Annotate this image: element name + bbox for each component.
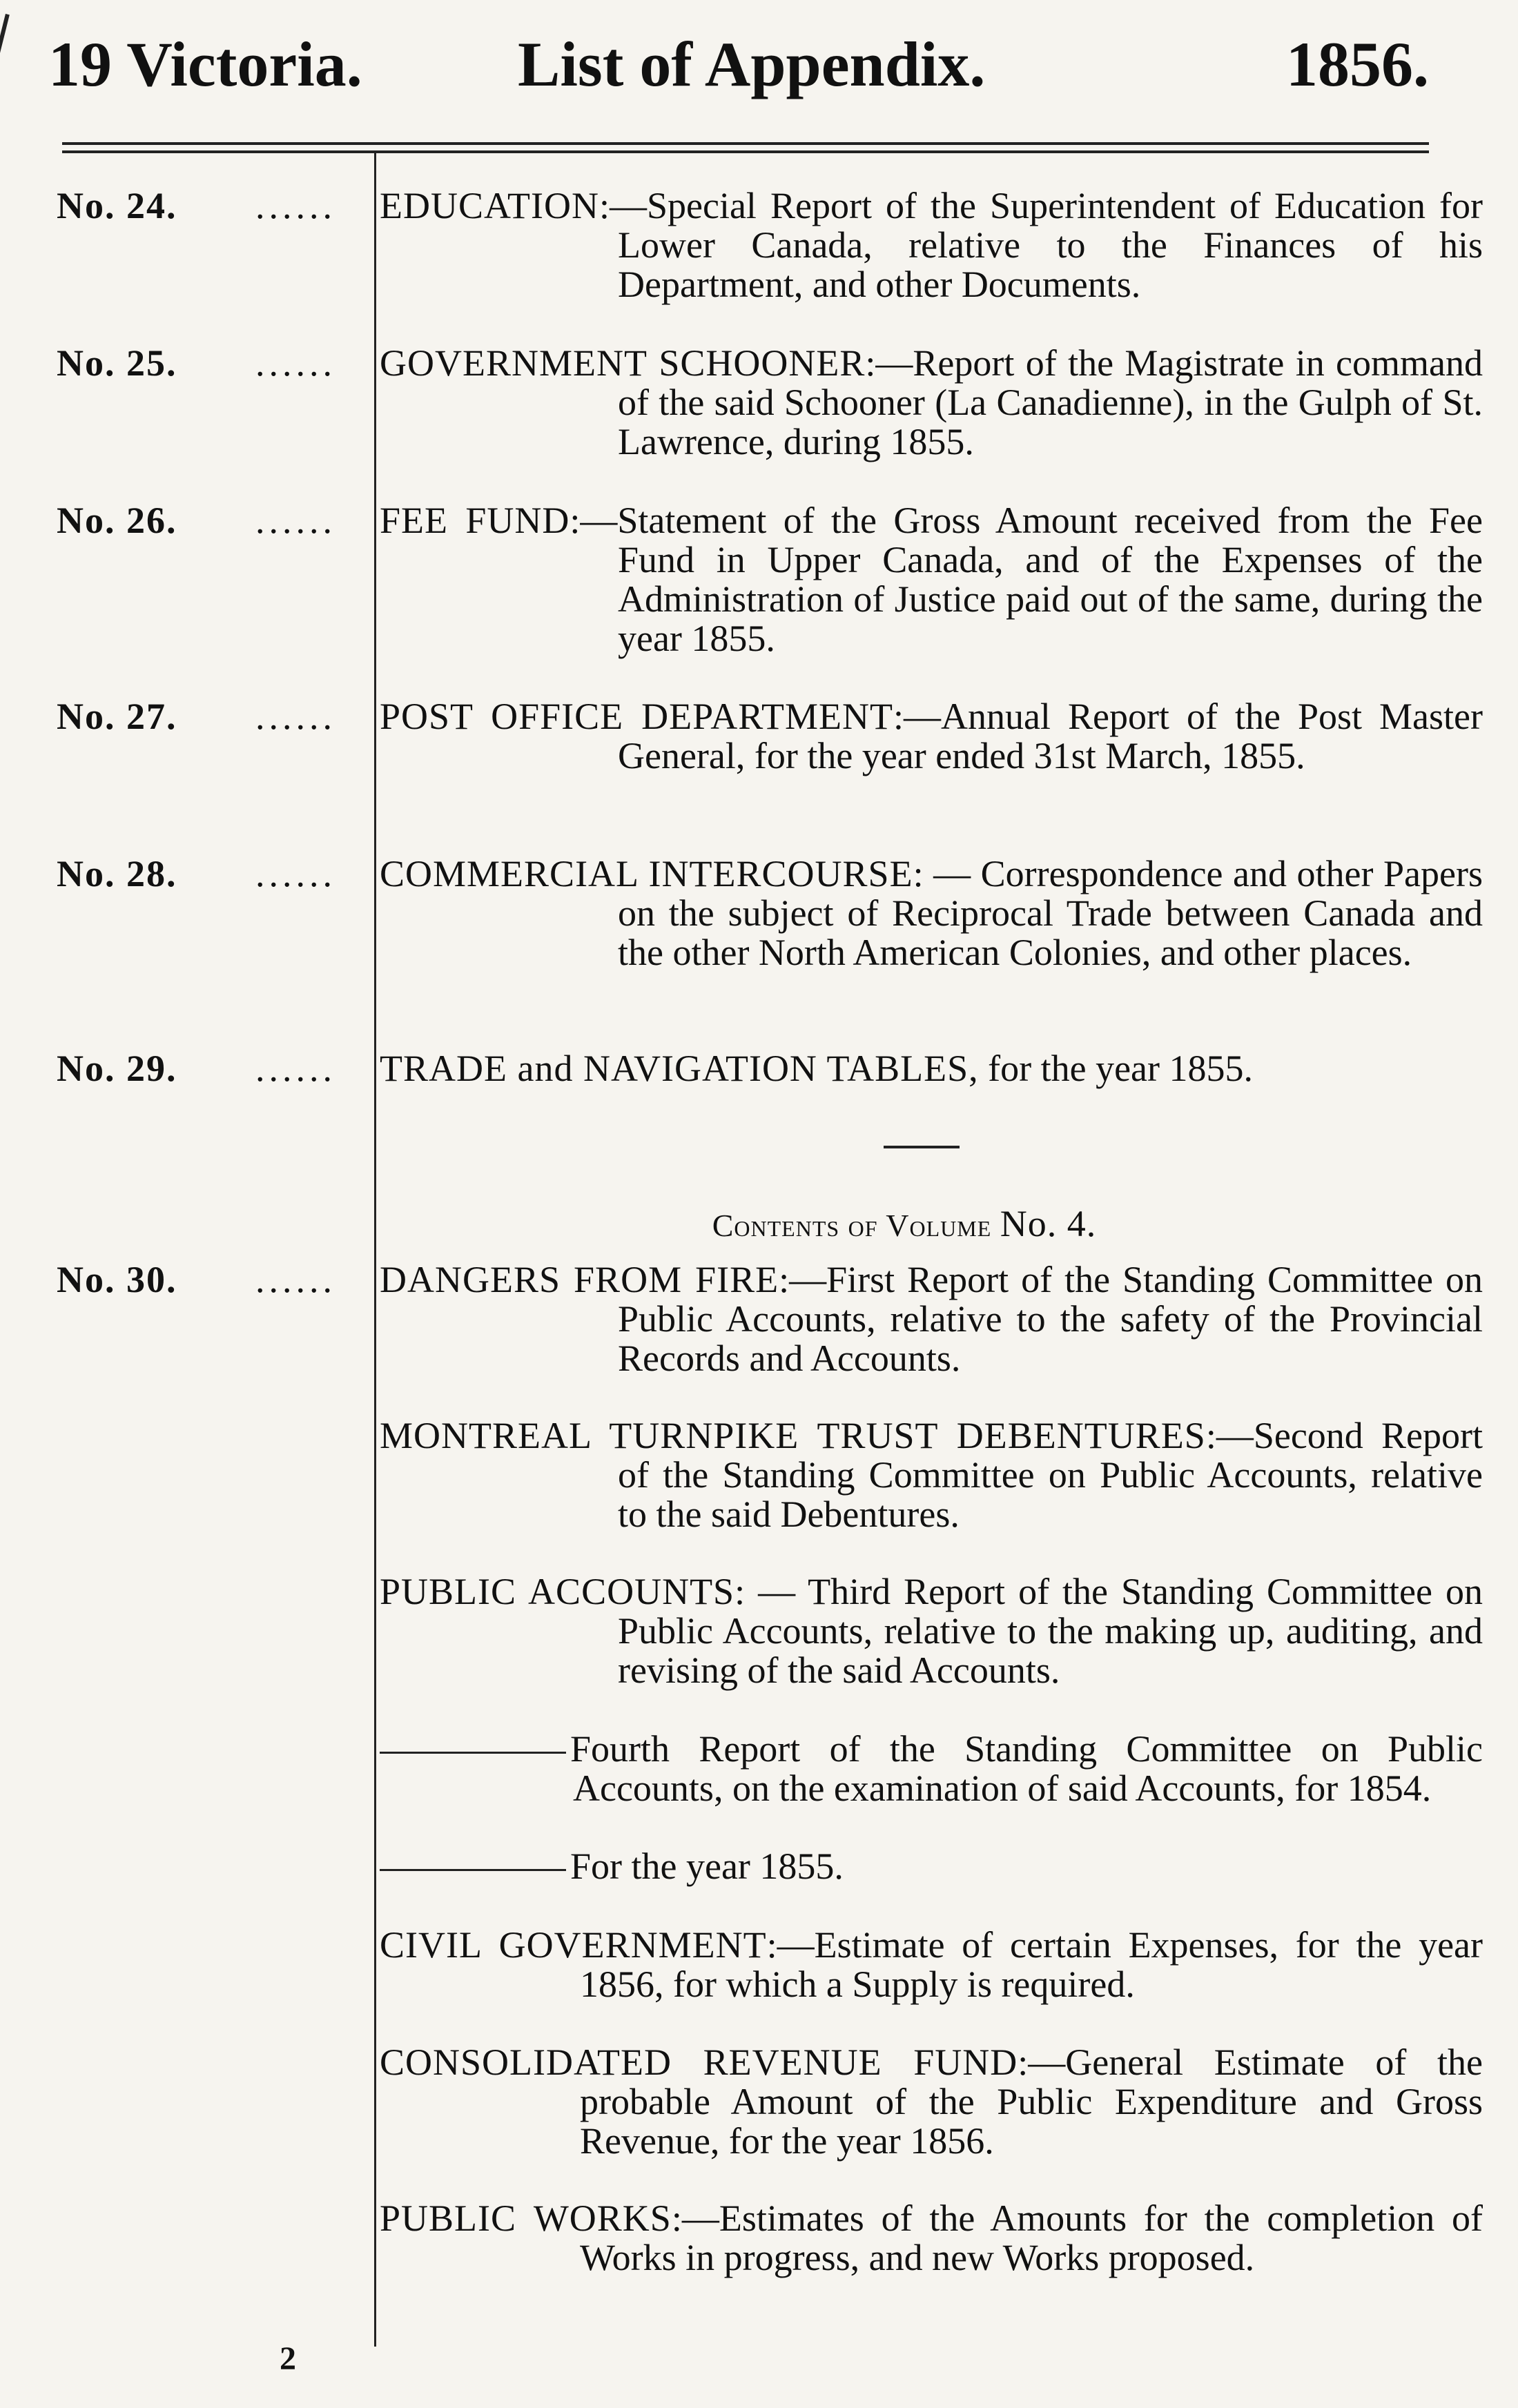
entry-text: For the year 1855. <box>570 1846 844 1887</box>
entry-text: : — Third Report of the Standing Committee on Public Accounts, relative to the making up, auditing, and revising of the said Accounts. <box>618 1571 1483 1691</box>
entry-number: No. 26. <box>57 500 177 541</box>
entry-heading: EDUCATION <box>380 185 599 226</box>
entry-leader-dots: ...... <box>255 1259 336 1300</box>
entry-number: No. 28. <box>57 853 177 894</box>
volume-heading <box>373 1202 1436 1245</box>
page-header <box>48 28 1429 104</box>
volume-heading-label: Contents of Volume <box>712 1208 992 1243</box>
entry-number: No. 30. <box>57 1259 177 1300</box>
header-title: List of Appendix. <box>518 29 986 99</box>
entry-number: No. 25. <box>57 342 177 384</box>
entry-heading: PUBLIC ACCOUNTS <box>380 1571 735 1612</box>
entry-heading: COMMERCIAL INTERCOURSE <box>380 853 913 894</box>
entry-number: No. 27. <box>57 696 177 737</box>
header-rule-bottom <box>62 150 1429 153</box>
entry-text: :—Annual Report of the Post Master General, for the year ended 31st March, 1855. <box>618 696 1483 776</box>
entry-leader-dots: ...... <box>255 342 336 384</box>
entry-heading: TRADE and NAVIGATION TABLES, <box>380 1048 979 1089</box>
entry-text: :—Report of the Magistrate in command of the said Schooner (La Canadienne), in the Gulph of St. Lawrence, during 1855. <box>618 342 1483 462</box>
entry-heading: FEE FUND <box>380 500 570 541</box>
margin-stroke <box>0 14 10 115</box>
entry-heading: PUBLIC WORKS <box>380 2197 672 2239</box>
column-divider <box>374 153 376 2347</box>
entry-text: for the year 1855. <box>978 1048 1253 1089</box>
entry-heading: POST OFFICE DEPARTMENT <box>380 696 893 737</box>
entry-text: :—Statement of the Gross Amount received from the Fee Fund in Upper Canada, and of the Expenses of the Administration of Justice paid out of the same, during the year 1855. <box>570 500 1483 659</box>
entry-text: :—First Report of the Standing Committee on Public Accounts, relative to the safety of the Provincial Records and Accounts. <box>618 1259 1483 1379</box>
entry-leader-dots: ...... <box>255 185 336 226</box>
entry-text: :—General Estimate of the probable Amount of the Public Expenditure and Gross Revenue, for the year 1856. <box>580 2042 1483 2162</box>
entry-text: Fourth Report of the Standing Committee on Public Accounts, on the examination of said Accounts, for 1854. <box>570 1728 1483 1809</box>
entry-text: :—Estimate of certain Expenses, for the year 1856, for which a Supply is required. <box>580 1924 1483 2005</box>
entry-leader-dots: ...... <box>255 500 336 541</box>
ditto-rule <box>380 1752 566 1754</box>
volume-heading-number: No. 4. <box>1000 1203 1097 1244</box>
entry-text: :—Special Report of the Superintendent of Education for Lower Canada, relative to the Finances of his Department, and other Documents. <box>599 185 1483 305</box>
header-rule-top <box>62 142 1429 145</box>
entry-heading: DANGERS FROM FIRE <box>380 1259 779 1300</box>
ditto-rule <box>380 1869 566 1871</box>
section-separator <box>884 1146 960 1148</box>
entry-text: :—Second Report of the Standing Committee on Public Accounts, relative to the said Debentures. <box>618 1415 1483 1535</box>
entry-heading: MONTREAL TURNPIKE TRUST DEBENTURES <box>380 1415 1206 1456</box>
entry-heading: CONSOLIDATED REVENUE FUND <box>380 2042 1018 2083</box>
entry-leader-dots: ...... <box>255 1048 336 1089</box>
page-number: 2 <box>280 2340 296 2377</box>
entry-number: No. 29. <box>57 1048 177 1089</box>
entry-text: :—Estimates of the Amounts for the completion of Works in progress, and new Works proposed. <box>580 2197 1483 2278</box>
entry-heading: CIVIL GOVERNMENT <box>380 1924 767 1966</box>
entry-text: : — Correspondence and other Papers on the subject of Reciprocal Trade between Canada and the other North American Colonies, and other places. <box>618 853 1483 973</box>
entry-heading: GOVERNMENT SCHOONER <box>380 342 866 384</box>
entry-leader-dots: ...... <box>255 696 336 737</box>
entry-number: No. 24. <box>57 185 177 226</box>
entry-leader-dots: ...... <box>255 853 336 894</box>
header-year: 1856. <box>1286 29 1429 99</box>
header-regnal-year: 19 Victoria. <box>48 29 362 99</box>
